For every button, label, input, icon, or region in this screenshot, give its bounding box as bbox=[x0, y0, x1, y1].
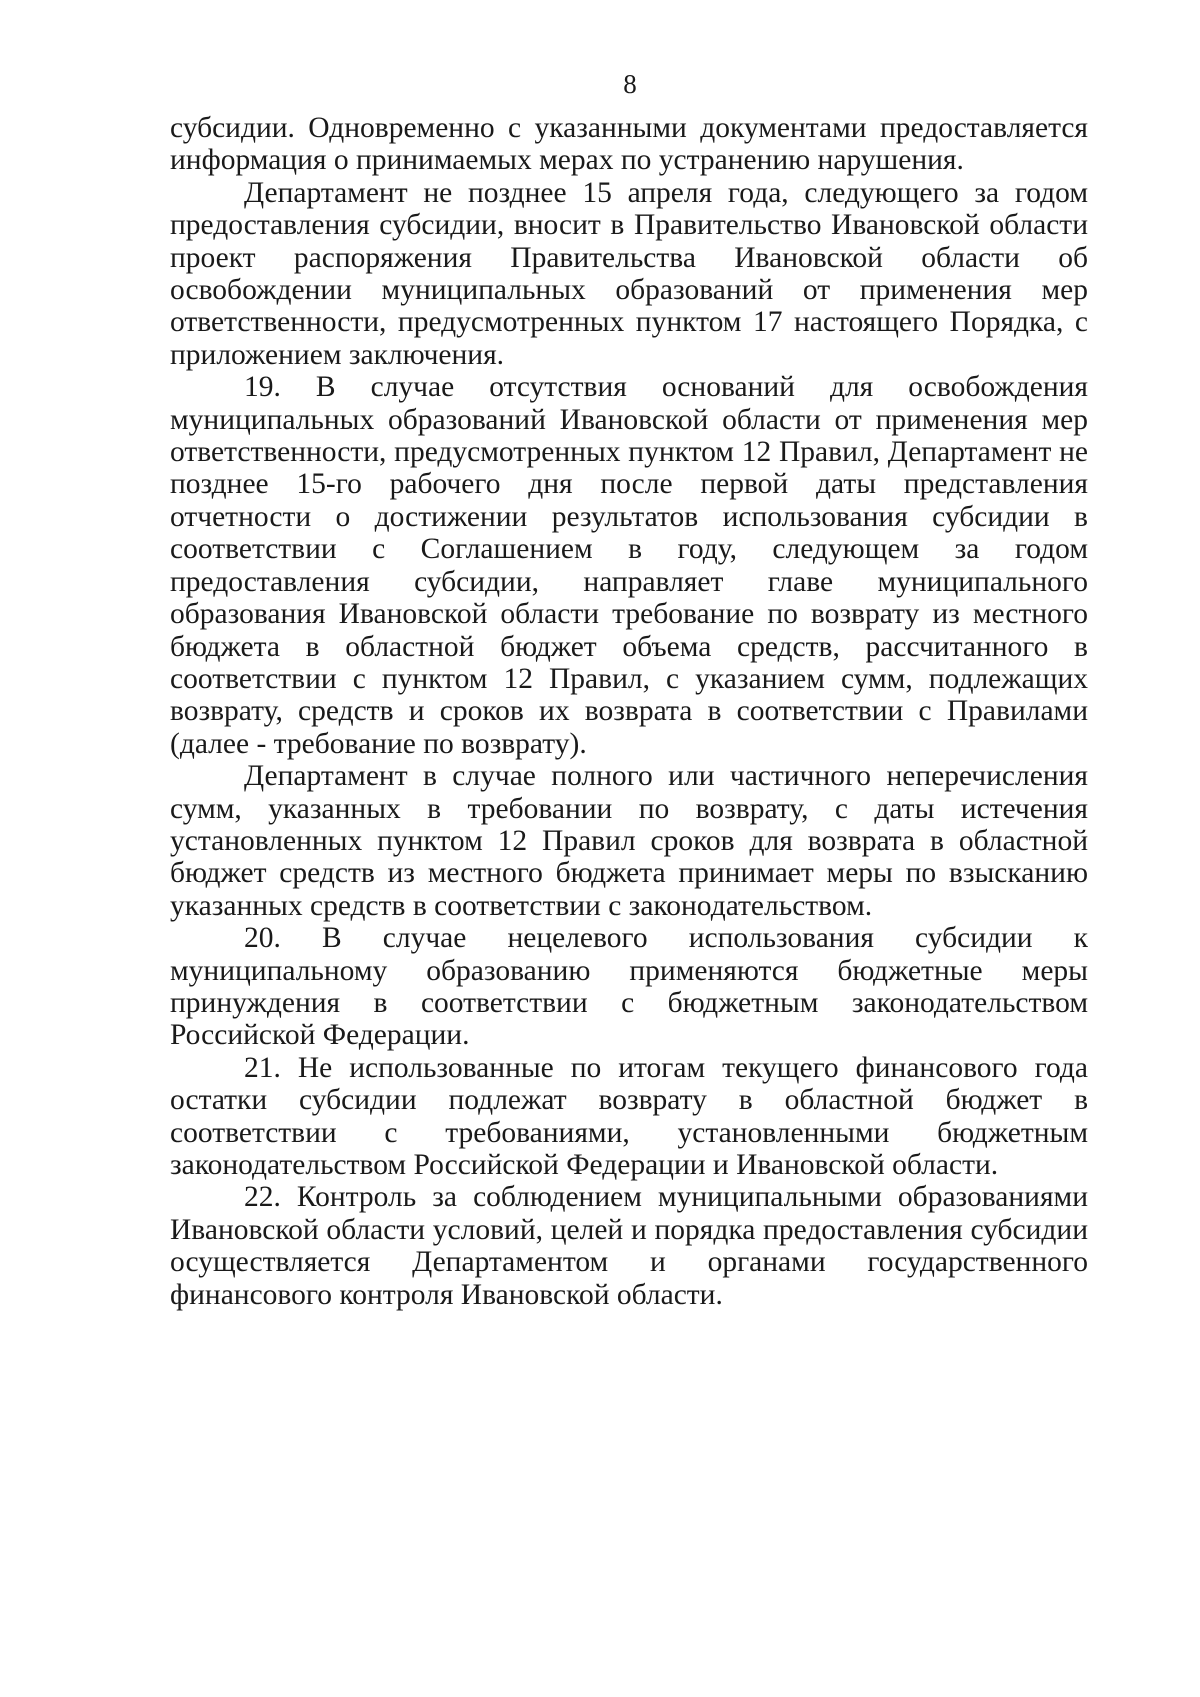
paragraph-recovery-measures: Департамент в случае полного или частичного неперечисления сумм, указанных в требовании по возврату, с даты истечения установленных пунктом 12 Правил сроков для возврата в областной бюджет средств из местного бюджета принимает меры по взысканию указанных средств в соответствии с законодательством. bbox=[170, 760, 1088, 922]
document-body bbox=[170, 112, 1088, 1311]
paragraph-department-deadline: Департамент не позднее 15 апреля года, следующего за годом предоставления субсидии, вносит в Правительство Ивановской области проект распоряжения Правительства Ивановской области об освобождении муниципальных образований от применения мер ответственности, предусмотренных пунктом 17 настоящего Порядка, с приложением заключения. bbox=[170, 176, 1088, 371]
paragraph-clause-22: 22. Контроль за соблюдением муниципальными образованиями Ивановской области условий, целей и порядка предоставления субсидии осуществляется Департаментом и органами государственного финансового контроля Ивановской области. bbox=[170, 1181, 1088, 1311]
paragraph-clause-19: 19. В случае отсутствия оснований для освобождения муниципальных образований Ивановской области от применения мер ответственности, предусмотренных пунктом 12 Правил, Департамент не позднее 15-го рабочего дня после первой даты представления отчетности о достижении результатов использования субсидии в соответствии с Соглашением в году, следующем за годом предоставления субсидии, направляет главе муниципального образования Ивановской области требование по возврату из местного бюджета в областной бюджет объема средств, рассчитанного в соответствии с пунктом 12 Правил, с указанием сумм, подлежащих возврату, средств и сроков их возврата в соответствии с Правилами (далее - требование по возврату). bbox=[170, 371, 1088, 760]
paragraph-continuation: субсидии. Одновременно с указанными документами предоставляется информация о принимаемых мерах по устранению нарушения. bbox=[170, 112, 1088, 177]
page-number: 8 bbox=[623, 69, 637, 99]
paragraph-clause-20: 20. В случае нецелевого использования субсидии к муниципальному образованию применяются бюджетные меры принуждения в соответствии с бюджетным законодательством Российской Федерации. bbox=[170, 922, 1088, 1052]
paragraph-clause-21: 21. Не использованные по итогам текущего финансового года остатки субсидии подлежат возврату в областной бюджет в соответствии с требованиями, установленными бюджетным законодательством Российской Федерации и Ивановской области. bbox=[170, 1051, 1088, 1181]
